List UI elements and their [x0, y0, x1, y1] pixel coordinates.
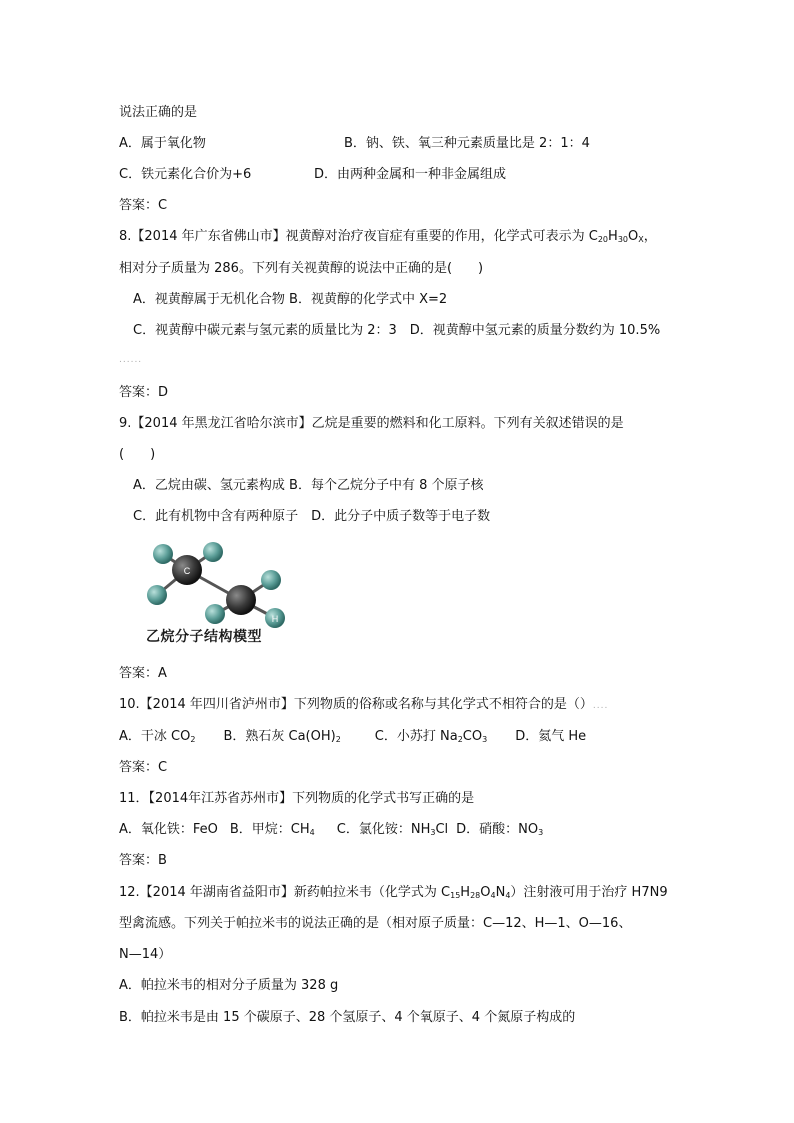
q8-dots: ......	[119, 355, 143, 365]
q12-formula-h: H	[460, 885, 471, 900]
q12-formula-o: O	[480, 885, 491, 900]
q8-options-cd: C．视黄醇中碳元素与氢元素的质量比为 2：3 D．视黄醇中氢元素的质量分数约为 10.5%	[133, 323, 661, 338]
q11-option-d-text: D．硝酸：NO	[456, 822, 539, 837]
q9-options-ab: A．乙烷由碳、氢元素构成 B．每个乙烷分子中有 8 个原子核	[133, 478, 484, 493]
hydrogen-atom	[205, 604, 225, 624]
q10-option-c	[375, 729, 487, 744]
q12-formula-n: N	[495, 885, 506, 900]
q7-option-c: C．铁元素化合价为+6	[119, 167, 252, 182]
q8-options-ab: A．视黄醇属于无机化合物 B．视黄醇的化学式中 X=2	[133, 292, 448, 307]
q10-option-c-sub2: 3	[482, 735, 488, 744]
q9-stem-line2: ( )	[119, 447, 156, 462]
q12-formula-c-sub: 15	[450, 891, 461, 900]
q10-option-a-sub: 2	[190, 735, 196, 744]
q7-option-b: B．钠、铁、氧三种元素质量比是 2：1：4	[344, 136, 590, 151]
q11-option-a: A．氧化铁：FeO	[119, 822, 218, 837]
hydrogen-atom	[147, 585, 167, 605]
q12-stem-line1	[119, 884, 668, 902]
q11-option-b	[230, 822, 315, 837]
q11-option-c-sub: 3	[430, 828, 436, 837]
q11-stem: 11．【2014年江苏省苏州市】下列物质的化学式书写正确的是	[119, 791, 475, 806]
q8-stem-line1	[119, 228, 657, 246]
q11-option-c	[337, 822, 448, 837]
q9-answer: 答案：A	[119, 666, 167, 681]
q10-stem	[119, 696, 608, 715]
q12-formula-o-sub: 4	[490, 891, 496, 900]
q11-option-c-tail: Cl	[435, 822, 449, 837]
q10-stem-dots: ....	[592, 701, 609, 711]
q12-option-b: B．帕拉米韦是由 15 个碳原子、28 个氢原子、4 个氧原子、4 个氮原子构成的	[119, 1010, 576, 1025]
q7-stem-tail: 说法正确的是	[119, 105, 198, 120]
q12-stem-line3: N—14）	[119, 947, 172, 962]
q10-option-a-text: A．干冰 CO	[119, 729, 191, 744]
hydrogen-atom	[261, 570, 281, 590]
q11-option-b-sub: 4	[309, 828, 315, 837]
q11-options	[119, 821, 543, 839]
q12-stem-prefix: 12.【2014 年湖南省益阳市】新药帕拉米韦（化学式为 C	[119, 885, 451, 900]
q9-stem-line1: 9.【2014 年黑龙江省哈尔滨市】乙烷是重要的燃料和化工原料。下列有关叙述错误的是	[119, 416, 624, 431]
carbon-label: C	[183, 566, 191, 576]
q8-answer: 答案：D	[119, 385, 169, 400]
q8-formula-h-sub: 30	[617, 235, 628, 244]
hydrogen-label: H	[271, 614, 279, 624]
q8-formula-o-sub: X	[638, 235, 644, 244]
q8-formula-o: O	[628, 229, 639, 244]
ethane-molecule-figure	[143, 540, 313, 652]
q10-option-b-text: B．熟石灰 Ca(OH)	[223, 729, 336, 744]
q10-option-a	[119, 729, 195, 744]
q7-option-d: D．由两种金属和一种非金属组成	[314, 167, 507, 182]
q10-options	[119, 728, 586, 746]
q12-option-a: A．帕拉米韦的相对分子质量为 328 g	[119, 978, 339, 993]
q7-option-a: A．属于氧化物	[119, 136, 206, 151]
q8-stem-prefix: 8.【2014 年广东省佛山市】视黄醇对治疗夜盲症有重要的作用，化学式可表示为 C	[119, 229, 598, 244]
q11-option-b-text: B．甲烷：CH	[229, 822, 310, 837]
q11-option-d-sub: 3	[538, 828, 544, 837]
q11-answer: 答案：B	[119, 853, 167, 868]
q7-answer: 答案：C	[119, 198, 168, 213]
q8-formula-c-sub: 20	[597, 235, 609, 244]
q10-stem-text: 10.【2014 年四川省泸州市】下列物质的俗称或名称与其化学式不相符合的是（）	[119, 697, 593, 712]
q11-option-d	[456, 822, 543, 837]
hydrogen-atom	[153, 544, 173, 564]
hydrogen-atom	[203, 542, 223, 562]
q12-stem-suffix: ）注射液可用于治疗 H7N9	[510, 885, 668, 900]
q12-stem-line2: 型禽流感。下列关于帕拉米韦的说法正确的是（相对原子质量：C—12、H—1、O—16、	[119, 916, 632, 931]
q10-option-d: D．氦气 He	[515, 729, 587, 744]
q10-option-c-text: C．小苏打 Na	[374, 729, 458, 744]
carbon-atom	[226, 585, 256, 615]
q10-option-c-mid: CO	[462, 729, 483, 744]
q10-option-b	[223, 729, 340, 744]
ethane-model-svg	[143, 540, 313, 630]
q10-option-c-sub1: 2	[457, 735, 463, 744]
q9-options-cd: C．此有机物中含有两种原子 D．此分子中质子数等于电子数	[133, 509, 491, 524]
q8-formula-h: H	[608, 229, 618, 244]
q12-formula-h-sub: 28	[470, 891, 481, 900]
figure-caption: 乙烷分子结构模型	[146, 629, 262, 645]
q10-answer: 答案：C	[119, 760, 168, 775]
q8-stem-line2: 相对分子质量为 286。下列有关视黄醇的说法中正确的是( )	[119, 261, 484, 276]
q12-formula-n-sub: 4	[505, 891, 511, 900]
q11-option-c-text: C．氯化铵：NH	[336, 822, 431, 837]
q8-stem-suffix: ，	[643, 229, 657, 244]
q10-option-b-sub: 2	[335, 735, 341, 744]
